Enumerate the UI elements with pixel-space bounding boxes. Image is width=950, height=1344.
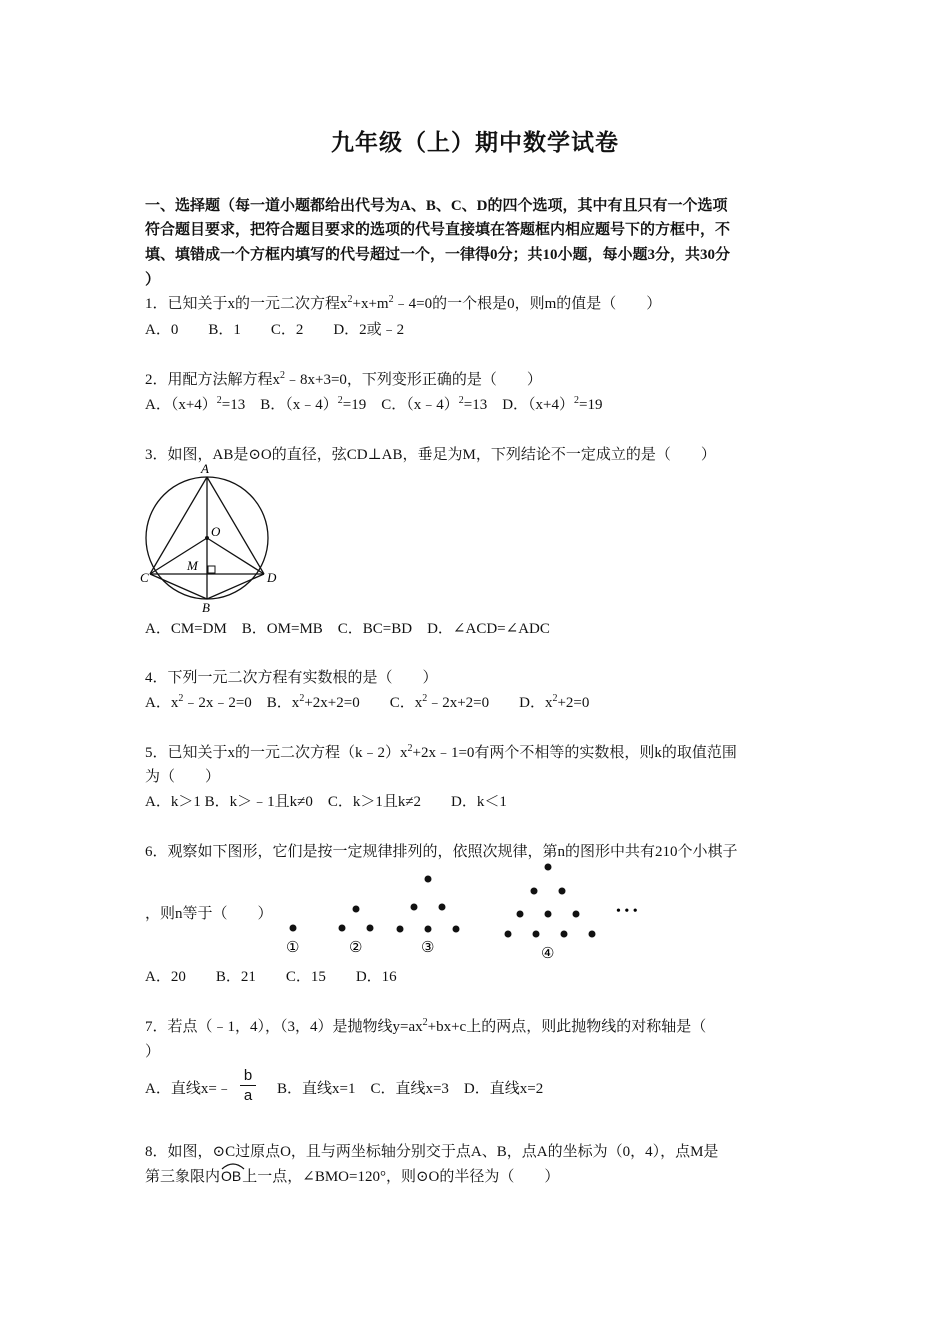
- segment-bc: [150, 574, 207, 599]
- q4-option-part: ﹣2x﹣2=0 B．x: [183, 695, 300, 711]
- section-header-line-1: 一、选择题（每一道小题都给出代号为A、B、C、D的四个选项，其中有且只有一个选项: [145, 198, 728, 214]
- question-7-stem-cont: ）: [145, 1044, 161, 1060]
- label-d: D: [267, 570, 277, 585]
- question-7-options-rest: B．直线x=1 C．直线x=3 D．直线x=2: [277, 1081, 544, 1097]
- question-6-options: A．20 B．21 C．15 D．16: [145, 969, 397, 985]
- q2-exponent: 2: [458, 395, 464, 406]
- dot: [505, 931, 512, 938]
- question-5-stem: [145, 741, 737, 762]
- center-point: [205, 536, 209, 540]
- fraction-denominator: a: [240, 1085, 256, 1105]
- q2-exponent: 2: [337, 395, 343, 406]
- section-header-line-3: 填、填错成一个方框内填写的代号超过一个，一律得0分；共10小题，每小题3分，共30分: [145, 247, 731, 263]
- fraction-numerator: b: [243, 1067, 253, 1084]
- figure-label-3: ③: [421, 940, 435, 956]
- q4-option-part: +2=0: [557, 695, 590, 711]
- q4-option-part: +2x+2=0 C．x: [304, 695, 423, 711]
- section-header-line-2: 符合题目要求，把符合题目要求的选项的代号直接填在答题框内相应题号下的方框中，不: [145, 222, 731, 238]
- dot: [453, 926, 460, 933]
- q2-option-part: A．（x+4）: [145, 397, 217, 413]
- question-8-stem: 8．如图，⊙C过原点O，且与两坐标轴分别交于点A、B，点A的坐标为（0，4），点M是: [145, 1144, 719, 1160]
- q7-fraction: [240, 1066, 256, 1105]
- dot: [561, 931, 568, 938]
- question-7-option-a: A．直线x=﹣: [145, 1081, 232, 1097]
- q2-stem-part: 2．用配方法解方程x: [145, 372, 281, 388]
- dot: [290, 925, 297, 932]
- q2-stem-part: ﹣8x+3=0，下列变形正确的是（ ）: [285, 372, 542, 388]
- question-5-stem-cont: 为（ ）: [145, 769, 221, 785]
- q4-option-part: ﹣2x+2=0 D．x: [427, 695, 553, 711]
- dot: [559, 888, 566, 895]
- question-5-options: A．k＞1 B．k＞﹣1且k≠0 C．k＞1且k≠2 D．k＜1: [145, 794, 507, 810]
- right-angle-marker: [208, 566, 215, 573]
- q1-exponent: 2: [347, 294, 353, 305]
- dot: [517, 911, 524, 918]
- question-6-stem: 6．观察如下图形，它们是按一定规律排列的，依照次规律，第n的图形中共有210个小棋子: [145, 844, 738, 860]
- q5-exponent: 2: [407, 743, 413, 754]
- q7-stem-part: 7．若点（﹣1，4），（3，4）是抛物线y=ax: [145, 1019, 423, 1035]
- label-o: O: [211, 524, 221, 539]
- segment-bd: [207, 574, 264, 599]
- label-b: B: [202, 600, 210, 615]
- dot: [439, 904, 446, 911]
- segment-oc: [150, 538, 207, 574]
- dot: [425, 876, 432, 883]
- q4-exponent: 2: [178, 693, 184, 704]
- q5-stem-part: +2x﹣1=0有两个不相等的实数根，则k的取值范围: [412, 745, 737, 761]
- dot: [397, 926, 404, 933]
- dot: [573, 911, 580, 918]
- segment-od: [207, 538, 264, 574]
- q8-stem-part: 上一点，∠BMO=120°，则⊙O的半径为（ ）: [242, 1169, 560, 1185]
- dot: [589, 931, 596, 938]
- figure-label-1: ①: [286, 940, 300, 956]
- q4-exponent: 2: [299, 693, 305, 704]
- label-m: M: [187, 558, 198, 573]
- question-7-stem: [145, 1015, 706, 1036]
- ellipsis: • • •: [616, 904, 638, 919]
- figure-label-2: ②: [349, 940, 363, 956]
- q2-option-part: =19 C．（x﹣4）: [342, 397, 459, 413]
- q2-option-part: =13 B．（x﹣4）: [221, 397, 338, 413]
- dot: [367, 925, 374, 932]
- q2-option-part: =19: [579, 397, 603, 413]
- q7-stem-part: +bx+c上的两点，则此抛物线的对称轴是（: [427, 1019, 707, 1035]
- q4-exponent: 2: [422, 693, 428, 704]
- dot: [411, 904, 418, 911]
- arc-ob: [220, 1168, 242, 1184]
- question-3-options: A．CM=DM B．OM=MB C．BC=BD D．∠ACD=∠ADC: [145, 621, 550, 637]
- arc-label: OB: [221, 1168, 242, 1184]
- label-a: A: [201, 461, 209, 476]
- q4-exponent: 2: [552, 693, 558, 704]
- q1-exponent: 2: [388, 294, 394, 305]
- question-6-stem-cont: ，则n等于（ ）: [145, 906, 273, 922]
- q7-exponent: 2: [422, 1017, 428, 1028]
- q1-stem-part: 1．已知关于x的一元二次方程x: [145, 296, 348, 312]
- section-header-line-4: ）: [145, 272, 161, 288]
- q2-exponent: 2: [574, 395, 579, 406]
- dot: [545, 864, 552, 871]
- q2-option-part: =13 D．（x+4）: [463, 397, 574, 413]
- q6-dot-pattern-figure: [282, 862, 657, 962]
- page-title: 九年级（上）期中数学试卷: [331, 130, 619, 155]
- dot: [545, 911, 552, 918]
- q8-stem-part: 第三象限内: [145, 1169, 221, 1185]
- arc-mark: [220, 1162, 246, 1170]
- dot: [425, 926, 432, 933]
- q3-circle-figure: [140, 460, 280, 615]
- question-4-options: [145, 691, 589, 712]
- q2-exponent: 2: [216, 395, 222, 406]
- q1-stem-part: ﹣4=0的一个根是0，则m的值是（ ）: [393, 296, 662, 312]
- question-1-stem: [145, 292, 661, 313]
- dot: [531, 888, 538, 895]
- question-1-options: A．0 B．1 C．2 D．2或﹣2: [145, 322, 405, 338]
- dot: [533, 931, 540, 938]
- figure-label-4: ④: [541, 946, 555, 962]
- dot: [353, 906, 360, 913]
- question-8-stem-cont: [145, 1165, 559, 1186]
- segment-ac: [150, 477, 207, 574]
- question-2-options: [145, 393, 602, 414]
- dot: [339, 925, 346, 932]
- question-4-stem: 4．下列一元二次方程有实数根的是（ ）: [145, 670, 438, 686]
- question-3-stem: 3．如图，AB是⊙O的直径，弦CD⊥AB，垂足为M，下列结论不一定成立的是（ ）: [145, 447, 716, 463]
- question-2-stem: [145, 368, 542, 389]
- label-c: C: [140, 570, 149, 585]
- q1-stem-part: +x+m: [352, 296, 389, 312]
- q2-exponent: 2: [280, 370, 286, 381]
- q5-stem-part: 5．已知关于x的一元二次方程（k﹣2）x: [145, 745, 408, 761]
- q4-option-part: A．x: [145, 695, 179, 711]
